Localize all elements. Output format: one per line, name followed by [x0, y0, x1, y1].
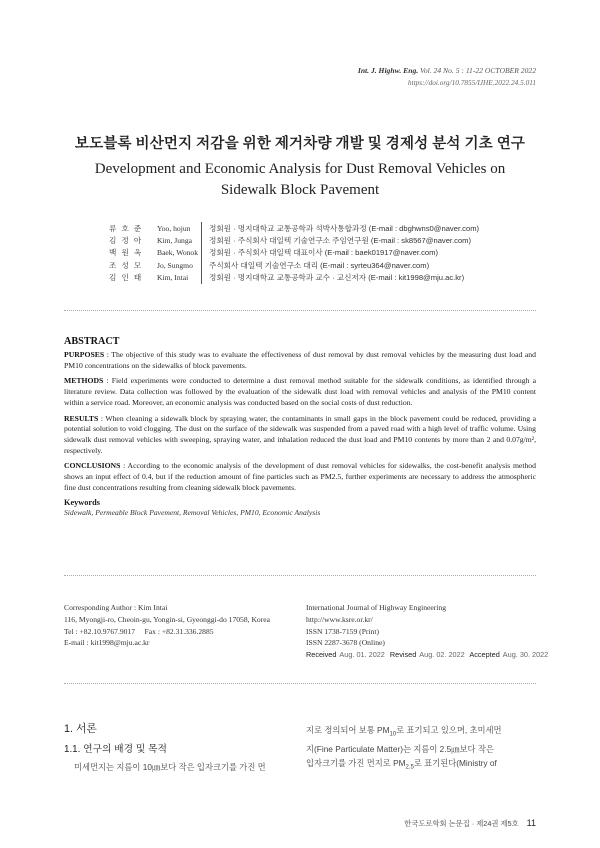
abstract-results	[64, 414, 536, 457]
purposes-label: PURPOSES	[64, 350, 105, 359]
author-row	[109, 272, 549, 284]
author-row	[109, 222, 549, 234]
abstract-heading: ABSTRACT	[64, 336, 120, 347]
english-title	[0, 159, 600, 201]
author-korean-name: 김 정 아	[109, 236, 143, 246]
body-span: 입자크기를 가진 먼지로 PM	[306, 758, 406, 769]
page-number: 11	[526, 818, 536, 828]
author-row	[109, 259, 549, 271]
accepted-label: Accepted	[469, 650, 500, 660]
korean-title: 보도블록 비산먼지 저감을 위한 제거차량 개발 및 경제성 분석 기초 연구	[74, 136, 526, 152]
author-korean-name: 류 호 준	[109, 223, 143, 233]
submission-dates	[306, 649, 551, 661]
author-list	[109, 222, 549, 284]
body-line	[306, 756, 536, 775]
body-line	[306, 723, 536, 742]
journal-info-block	[306, 602, 551, 661]
body-span: 로 표기되고 있으며, 초미세먼	[396, 725, 502, 735]
author-english-name: Jo, Sungmo	[157, 260, 193, 270]
page-footer	[404, 818, 536, 829]
author-affiliation: 정회원 · 주식회사 대일텍 대표이사 (E-mail : baek01917@naver.com)	[209, 248, 439, 258]
dotted-divider	[64, 310, 536, 311]
author-row	[109, 234, 549, 246]
accepted-date: Aug. 30. 2022	[502, 650, 549, 660]
corresponding-author: Corresponding Author : Kim Intai	[64, 603, 168, 612]
author-english-name: Baek, Wonok	[157, 248, 199, 258]
results-text: : When cleaning a sidewalk block by spraying water, the contaminants in small gaps in the block pavement could be reduced, providing a potential solution to void clogging. The dust on the surface of the sidewalk was suspended from a paved road with a high level of traffic volume. Using sidewalk dust removal vehicles with sweeping, spraying water, and inhalation reduced the dust load and PM10 contents by more than 2 and 0.07g/m², respectively.	[64, 413, 536, 455]
methods-text: : Field experiments were conducted to determine a dust removal method suitable for the sidewalk conditions, as identified through a literature review. Data collection was followed by the evaluation of the sidewalk dust load with removal vehicles and analysis of the PM10 content within a service road. Moreover, an economic analysis was conducted based on the social costs of dust reduction.	[64, 376, 536, 407]
volume-info: Vol. 24 No. 5 : 11-22 OCTOBER 2022	[420, 66, 536, 75]
author-english-name: Kim, Junga	[157, 236, 193, 246]
author-korean-name: 조 성 모	[109, 260, 143, 270]
keywords-heading: Keywords	[64, 498, 100, 508]
body-span: 지로 정의되어 보통 PM	[306, 725, 390, 735]
methods-label: METHODS	[64, 376, 104, 386]
corresponding-email[interactable]: E-mail : kit1998@mju.ac.kr	[64, 638, 150, 648]
author-affiliation: 정회원 · 명지대학교 교통공학과 석박사통합과정 (E-mail : dbghwns0@naver.com)	[209, 223, 480, 233]
body-line: 지(Fine Particulate Matter)는 지름이 2.5㎛보다 작은	[306, 744, 494, 755]
author-english-name: Yoo, hojun	[157, 223, 191, 233]
corresponding-phone: Tel : +82.10.9767.9017 Fax : +82.31.336.2885	[64, 626, 214, 636]
english-title-line2: Sidewalk Block Pavement	[220, 182, 380, 198]
abstract-purposes	[64, 350, 536, 371]
abstract-section	[64, 336, 536, 517]
author-divider	[201, 272, 202, 284]
abstract-conclusions	[64, 461, 536, 493]
author-divider	[201, 247, 202, 259]
revised-date: Aug. 02. 2022	[419, 650, 465, 660]
keywords-text: Sidewalk, Permeable Block Pavement, Removal Vehicles, PM10, Economic Analysis	[64, 508, 321, 518]
english-title-line1: Development and Economic Analysis for Dust Removal Vehicles on	[94, 161, 506, 177]
subsection-title: 1.1. 연구의 배경 및 목적	[64, 744, 167, 755]
author-row	[109, 247, 549, 259]
journal-citation	[358, 66, 536, 75]
received-label: Received	[306, 650, 337, 660]
author-divider	[201, 234, 202, 246]
author-korean-name: 백 원 옥	[109, 248, 143, 258]
corresponding-address: 116, Myongji-ro, Cheoin-gu, Yongin-si, Gyeonggi-do 17058, Korea	[64, 614, 271, 624]
doi-link[interactable]: https://doi.org/10.7855/IJHE.2022.24.5.011	[407, 78, 536, 87]
body-span: 로 표기된다(Ministry of	[413, 758, 497, 769]
corresponding-author-block	[64, 602, 270, 649]
author-divider	[201, 259, 202, 271]
author-affiliation: 주식회사 대일텍 기술연구소 대리 (E-mail : syrteu364@naver.com)	[209, 260, 430, 270]
dotted-divider	[64, 575, 536, 576]
results-label: RESULTS	[64, 413, 99, 423]
body-text-left: 미세먼지는 지름이 10㎛보다 작은 입자크기를 가진 먼	[74, 762, 266, 772]
author-affiliation: 정회원 · 명지대학교 교통공학과 교수 · 교신저자 (E-mail : kit1998@mju.ac.kr)	[209, 273, 465, 283]
conclusions-text: : According to the economic analysis of the development of dust removal vehicles for sidewalks, the cost-benefit analysis method shows an input effect of 0.4, but if the reduction amount of fine particles such as PM2.5, further experiments are necessary to address the atmospheric fine dust concentrations resulting from cleaning sidewalk block pavements.	[64, 461, 536, 492]
dotted-divider	[64, 683, 536, 684]
issn-print: ISSN 1738-7159 (Print)	[306, 626, 379, 636]
journal-abbreviation: Int. J. Highw. Eng.	[357, 66, 419, 75]
author-korean-name: 김 인 태	[109, 273, 143, 283]
body-text-right	[306, 723, 536, 776]
subscript: 10	[389, 731, 397, 738]
received-date: Aug. 01. 2022	[339, 650, 385, 660]
abstract-methods	[64, 376, 536, 408]
author-divider	[201, 222, 202, 234]
purposes-text: : The objective of this study was to evaluate the effectiveness of dust removal by dust removal vehicles by the measuring dust load and PM10 concentrations on the sidewalks of block pavements.	[64, 350, 536, 370]
journal-url[interactable]: http://www.ksre.or.kr/	[306, 614, 373, 624]
revised-label: Revised	[389, 650, 417, 660]
journal-name: International Journal of Highway Engineering	[306, 603, 447, 612]
footer-journal-text: 한국도로학회 논문집 · 제24권 제5호	[404, 819, 519, 828]
author-english-name: Kim, Intai	[157, 273, 189, 283]
subscript: 2.5	[405, 765, 414, 772]
section-title: 1. 서론	[64, 723, 97, 735]
author-affiliation: 정회원 · 주식회사 대일텍 기술연구소 주임연구원 (E-mail : sk8567@naver.com)	[209, 236, 472, 246]
issn-online: ISSN 2287-3678 (Online)	[306, 638, 385, 648]
conclusions-label: CONCLUSIONS	[64, 461, 121, 471]
